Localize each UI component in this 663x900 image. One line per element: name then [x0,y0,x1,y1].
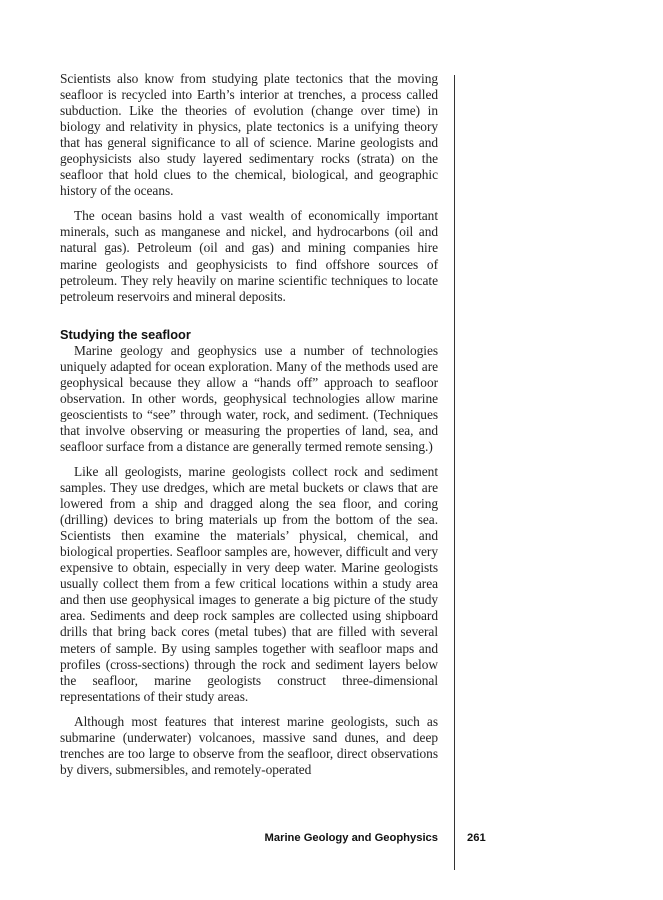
body-paragraph: Marine geology and geophysics use a number of technologies uniquely adapted for ocean exploration. Many of the methods used are geophysical because they allow a “hands off” approach to seafloor observation. In other words, geophysical technologies allow marine geoscientists to “see” through water, rock, and sediment. (Techniques that involve observing or measuring the properties of land, sea, and seafloor surface from a distance are generally termed remote sensing.) [60,342,438,454]
text-column [60,71,438,778]
section-heading: Studying the seafloor [60,326,191,342]
body-paragraph: Like all geologists, marine geologists collect rock and sediment samples. They use dredges, which are metal buckets or claws that are lowered from a ship and dragged along the sea floor, and coring (drilling) devices to bring materials up from the bottom of the sea. Scientists then examine the materials’ physical, chemical, and biological properties. Seafloor samples are, however, difficult and very expensive to obtain, especially in very deep water. Marine geologists usually collect them from a few critical locations within a study area and then use geophysical images to generate a big picture of the study area. Sediments and deep rock samples are collected using shipboard drills that bring back cores (metal tubes) that are filled with several meters of sample. By using samples together with seafloor maps and profiles (cross-sections) through the rock and sediment layers below the seafloor, marine geologists construct three-dimensional representations of their study areas. [60,463,438,704]
page-number: 261 [467,832,486,844]
body-paragraph: Although most features that interest marine geologists, such as submarine (underwater) volcanoes, massive sand dunes, and deep trenches are too large to observe from the seafloor, direct observations by divers, submersibles, and remotely-operated [60,713,438,777]
body-paragraph: Scientists also know from studying plate tectonics that the moving seafloor is recycled into Earth’s interior at trenches, a process called subduction. Like the theories of evolution (change over time) in biology and relativity in physics, plate tectonics is a unifying theory that has general significance to all of science. Marine geologists and geophysicists also study layered sedimentary rocks (strata) on the seafloor that hold clues to the chemical, biological, and geographic history of the oceans. [60,71,438,199]
body-paragraph: The ocean basins hold a vast wealth of economically important minerals, such as manganese and nickel, and hydrocarbons (oil and natural gas). Petroleum (oil and gas) and mining companies hire marine geologists and geophysicists to find offshore sources of petroleum. They rely heavily on marine scientific techniques to locate petroleum reservoirs and mineral deposits. [60,208,438,304]
margin-rule [454,75,455,870]
running-footer-title: Marine Geology and Geophysics [264,832,438,844]
